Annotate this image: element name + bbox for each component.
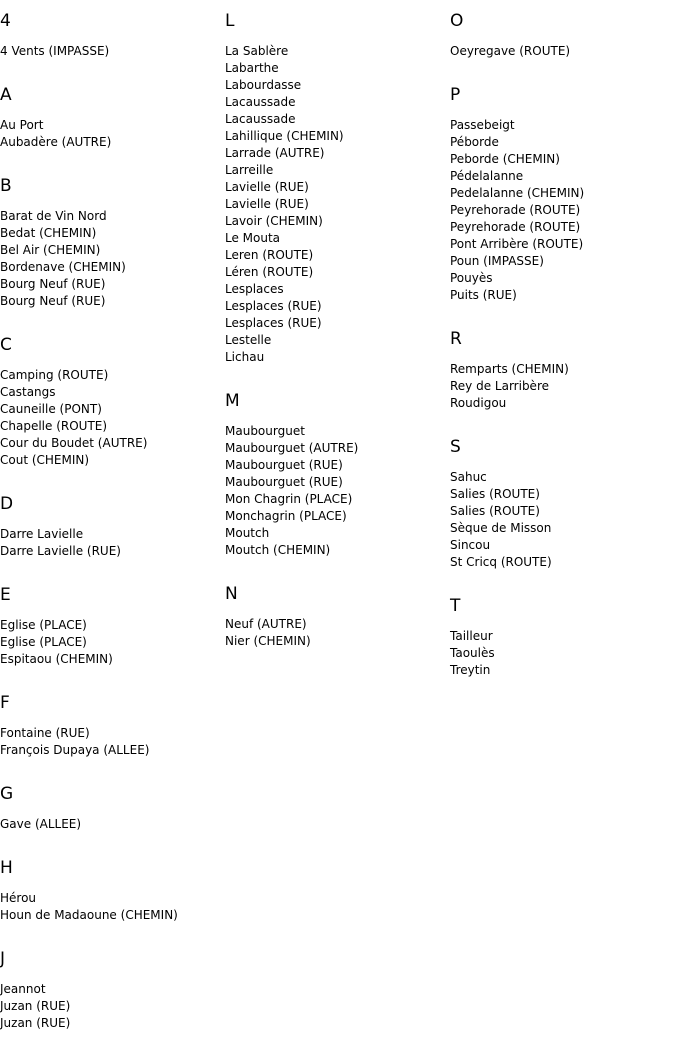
street-item: Peborde (CHEMIN): [450, 152, 560, 166]
letter-heading: F: [0, 693, 10, 713]
street-item: Lesplaces (RUE): [225, 316, 322, 330]
street-item: St Cricq (ROUTE): [450, 555, 552, 569]
letter-group: [450, 85, 675, 318]
street-item: Castangs: [0, 385, 56, 399]
street-item: Chapelle (ROUTE): [0, 419, 108, 433]
letter-group: [0, 858, 225, 938]
street-item: Maubourguet (RUE): [225, 475, 343, 489]
street-item: Lichau: [225, 350, 265, 364]
letter-heading: H: [0, 858, 13, 878]
street-item: Roudigou: [450, 396, 507, 410]
street-item: Darre Lavielle: [0, 527, 84, 541]
letter-group: [0, 85, 225, 165]
street-item: Bel Air (CHEMIN): [0, 243, 101, 257]
letter-heading: M: [225, 391, 240, 411]
letter-heading: E: [0, 585, 11, 605]
street-item: Pouyès: [450, 271, 493, 285]
street-list: [450, 43, 675, 60]
column-2: [225, 0, 450, 664]
street-item: Bourg Neuf (RUE): [0, 277, 106, 291]
street-item: La Sablère: [225, 44, 289, 58]
street-item: Lacaussade: [225, 95, 296, 109]
street-list: [450, 469, 675, 571]
street-item: Camping (ROUTE): [0, 368, 109, 382]
street-item: Lavielle (RUE): [225, 197, 309, 211]
street-item: Maubourguet (AUTRE): [225, 441, 359, 455]
street-list: [0, 367, 225, 469]
street-item: Peyrehorade (ROUTE): [450, 220, 581, 234]
street-item: Le Mouta: [225, 231, 281, 245]
letter-heading: D: [0, 494, 14, 514]
street-item: Larreille: [225, 163, 274, 177]
street-item: Bourg Neuf (RUE): [0, 294, 106, 308]
letter-heading: N: [225, 584, 238, 604]
letter-group: [225, 584, 450, 664]
street-list: [0, 43, 225, 60]
street-list: [450, 117, 675, 304]
street-item: Passebeigt: [450, 118, 515, 132]
street-item: Labarthe: [225, 61, 279, 75]
street-item: Juzan (RUE): [0, 1016, 71, 1030]
street-item: Lavielle (RUE): [225, 180, 309, 194]
street-item: Leren (ROUTE): [225, 248, 314, 262]
street-list: [225, 43, 450, 366]
letter-heading: A: [0, 85, 12, 105]
street-item: Rey de Larribère: [450, 379, 549, 393]
street-item: Lestelle: [225, 333, 272, 347]
letter-group: [0, 176, 225, 324]
letter-heading: L: [225, 11, 235, 31]
street-item: Fontaine (RUE): [0, 726, 90, 740]
letter-group: [450, 11, 675, 74]
street-item: François Dupaya (ALLEE): [0, 743, 150, 757]
street-item: Pedelalanne (CHEMIN): [450, 186, 585, 200]
letter-heading: R: [450, 329, 462, 349]
street-list: [225, 616, 450, 650]
street-list: [0, 117, 225, 151]
letter-group: [450, 329, 675, 426]
street-item: Pédelalanne: [450, 169, 524, 183]
street-list: [0, 208, 225, 310]
letter-group: [225, 11, 450, 380]
letter-heading: G: [0, 784, 14, 804]
street-list: [450, 361, 675, 412]
street-item: Darre Lavielle (RUE): [0, 544, 121, 558]
letter-heading: B: [0, 176, 12, 196]
street-list: [450, 628, 675, 679]
street-item: Bordenave (CHEMIN): [0, 260, 126, 274]
street-item: Moutch (CHEMIN): [225, 543, 331, 557]
letter-heading: C: [0, 335, 12, 355]
street-item: Juzan (RUE): [0, 999, 71, 1013]
letter-group: [225, 391, 450, 573]
street-item: Oeyregave (ROUTE): [450, 44, 571, 58]
street-item: Cout (CHEMIN): [0, 453, 90, 467]
street-item: Lesplaces: [225, 282, 284, 296]
letter-heading: J: [0, 949, 6, 969]
street-item: Houn de Madaoune (CHEMIN): [0, 908, 178, 922]
letter-group: [0, 693, 225, 773]
street-item: Puits (RUE): [450, 288, 517, 302]
street-item: Bedat (CHEMIN): [0, 226, 97, 240]
street-item: Monchagrin (PLACE): [225, 509, 347, 523]
letter-group: [0, 784, 225, 847]
letter-heading: S: [450, 437, 461, 457]
street-item: Remparts (CHEMIN): [450, 362, 569, 376]
street-item: Mon Chagrin (PLACE): [225, 492, 353, 506]
letter-heading: O: [450, 11, 464, 31]
street-item: Maubourguet: [225, 424, 305, 438]
letter-group: [450, 596, 675, 693]
street-list: [0, 526, 225, 560]
street-list: [0, 890, 225, 924]
street-item: Pont Arribère (ROUTE): [450, 237, 584, 251]
street-list: [0, 981, 225, 1032]
street-item: Aubadère (AUTRE): [0, 135, 112, 149]
street-item: Barat de Vin Nord: [0, 209, 107, 223]
street-item: Taoulès: [450, 646, 495, 660]
street-item: Larrade (AUTRE): [225, 146, 325, 160]
street-list: [0, 816, 225, 833]
street-item: Sincou: [450, 538, 491, 552]
letter-heading: 4: [0, 11, 11, 31]
column-1: [0, 0, 225, 1046]
street-list: [0, 617, 225, 668]
street-item: Treytin: [450, 663, 491, 677]
street-item: Lavoir (CHEMIN): [225, 214, 323, 228]
street-item: Au Port: [0, 118, 44, 132]
street-item: Moutch: [225, 526, 270, 540]
street-item: Lacaussade: [225, 112, 296, 126]
street-item: Cauneille (PONT): [0, 402, 102, 416]
street-item: Jeannot: [0, 982, 46, 996]
street-item: Sahuc: [450, 470, 487, 484]
street-item: Maubourguet (RUE): [225, 458, 343, 472]
street-item: Salies (ROUTE): [450, 487, 540, 501]
street-item: Labourdasse: [225, 78, 302, 92]
street-item: Lesplaces (RUE): [225, 299, 322, 313]
letter-group: [450, 437, 675, 585]
street-item: Péborde: [450, 135, 499, 149]
street-item: Hérou: [0, 891, 37, 905]
street-item: Peyrehorade (ROUTE): [450, 203, 581, 217]
street-item: Salies (ROUTE): [450, 504, 540, 518]
letter-heading: P: [450, 85, 461, 105]
letter-group: [0, 494, 225, 574]
letter-group: [0, 11, 225, 74]
street-item: Gave (ALLEE): [0, 817, 82, 831]
street-item: Léren (ROUTE): [225, 265, 314, 279]
street-item: Neuf (AUTRE): [225, 617, 307, 631]
street-item: Espitaou (CHEMIN): [0, 652, 113, 666]
letter-group: [0, 585, 225, 682]
street-item: Tailleur: [450, 629, 493, 643]
street-item: Nier (CHEMIN): [225, 634, 311, 648]
street-item: 4 Vents (IMPASSE): [0, 44, 110, 58]
street-list: [0, 725, 225, 759]
street-item: Sèque de Misson: [450, 521, 552, 535]
column-3: [450, 0, 675, 693]
street-item: Eglise (PLACE): [0, 618, 87, 632]
letter-group: [0, 335, 225, 483]
street-item: Poun (IMPASSE): [450, 254, 544, 268]
letter-group: [0, 949, 225, 1046]
street-item: Lahillique (CHEMIN): [225, 129, 344, 143]
street-item: Eglise (PLACE): [0, 635, 87, 649]
letter-heading: T: [450, 596, 461, 616]
street-list: [225, 423, 450, 559]
street-item: Cour du Boudet (AUTRE): [0, 436, 148, 450]
